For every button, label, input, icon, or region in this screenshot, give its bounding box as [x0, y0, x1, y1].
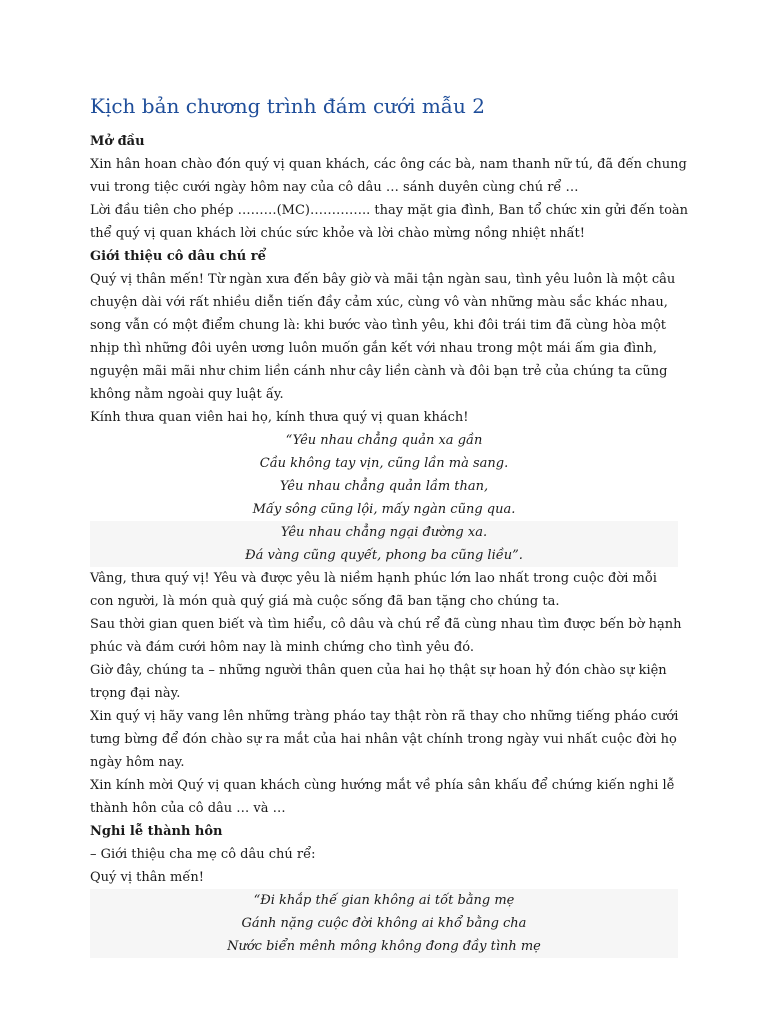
paragraph-line: tưng bừng để đón chào sự ra mắt của hai nhân vật chính trong ngày vui nhất cuộc đời họ — [90, 732, 677, 747]
paragraph-line: Giờ đây, chúng ta – những người thân quen của hai họ thật sự hoan hỷ đón chào sự kiện — [90, 663, 667, 678]
poem-line: Mấy sông cũng lội, mấy ngàn cũng qua. — [252, 502, 516, 517]
poem-line: Yêu nhau chẳng ngại đường xa. — [90, 521, 678, 544]
poem-line: “Yêu nhau chẳng quản xa gần — [285, 433, 483, 448]
document-title: Kịch bản chương trình đám cưới mẫu 2 — [90, 94, 486, 118]
paragraph-line: Xin hân hoan chào đón quý vị quan khách, các ông các bà, nam thanh nữ tú, đã đến chung — [90, 157, 687, 172]
paragraph-line: nhịp thì những đôi uyên ương luôn muốn gắn kết với nhau trong một mái ấm gia đình, — [90, 341, 657, 356]
paragraph-line: Lời đầu tiên cho phép ………(MC)………….. thay mặt gia đình, Ban tổ chức xin gửi đến toàn — [90, 203, 689, 218]
paragraph-line: Xin quý vị hãy vang lên những tràng pháo tay thật ròn rã thay cho những tiếng pháo cưới — [90, 709, 679, 724]
paragraph-line: – Giới thiệu cha mẹ cô dâu chú rể: — [90, 847, 316, 862]
paragraph-line: thành hôn của cô dâu … và … — [90, 801, 286, 816]
section-heading: Giới thiệu cô dâu chú rể — [90, 249, 266, 264]
paragraph-line: chuyện dài với rất nhiều diễn tiến đầy cảm xúc, cùng vô vàn những màu sắc khác nhau, — [90, 295, 668, 310]
section-gioi-thieu — [90, 245, 682, 820]
poem-block — [90, 429, 678, 567]
paragraph-line: Kính thưa quan viên hai họ, kính thưa quý vị quan khách! — [90, 410, 469, 425]
poem-line: Yêu nhau chẳng quản lầm than, — [279, 479, 489, 494]
poem-line: “Đi khắp thế gian không ai tốt bằng mẹ — [253, 893, 515, 908]
paragraph-line: con người, là món quà quý giá mà cuộc sống đã ban tặng cho chúng ta. — [90, 594, 560, 609]
paragraph-line: trọng đại này. — [90, 686, 181, 701]
poem-line: Cầu không tay vịn, cũng lần mà sang. — [259, 456, 509, 471]
paragraph-line: không nằm ngoài quy luật ấy. — [90, 387, 284, 402]
section-mo-dau — [90, 130, 689, 245]
paragraph-line: Xin kính mời Quý vị quan khách cùng hướng mắt về phía sân khấu để chứng kiến nghi lễ — [90, 778, 675, 793]
paragraph-line: Quý vị thân mến! — [90, 870, 204, 885]
poem-line: Gánh nặng cuộc đời không ai khổ bằng cha — [241, 916, 527, 931]
poem-line: Đá vàng cũng quyết, phong ba cũng liều”. — [90, 544, 678, 567]
paragraph-line: ngày hôm nay. — [90, 755, 185, 770]
paragraph-line: vui trong tiệc cưới ngày hôm nay của cô dâu … sánh duyên cùng chú rể … — [90, 180, 579, 195]
section-heading: Mở đầu — [90, 134, 145, 149]
paragraph-line: phúc và đám cưới hôm nay là minh chứng cho tình yêu đó. — [90, 640, 474, 655]
paragraph-line: Sau thời gian quen biết và tìm hiểu, cô dâu và chú rể đã cùng nhau tìm được bến bờ hạnh — [90, 617, 682, 632]
paragraph-line: Vâng, thưa quý vị! Yêu và được yêu là niềm hạnh phúc lớn lao nhất trong cuộc đời mỗi — [90, 571, 657, 586]
paragraph-line: nguyện mãi mãi như chim liền cánh như cây liền cành và đôi bạn trẻ của chúng ta cũng — [90, 364, 668, 379]
paragraph-line: song vẫn có một điểm chung là: khi bước vào tình yêu, khi đôi trái tim đã cùng hòa một — [90, 318, 667, 333]
poem-line: Nước biển mênh mông không đong đầy tình mẹ — [227, 939, 541, 954]
section-nghi-le — [90, 820, 678, 958]
section-heading: Nghi lễ thành hôn — [90, 824, 223, 839]
document-page — [90, 92, 689, 958]
poem-block — [90, 889, 678, 958]
paragraph-line: thể quý vị quan khách lời chúc sức khỏe và lời chào mừng nồng nhiệt nhất! — [90, 226, 585, 241]
paragraph-line: Quý vị thân mến! Từ ngàn xưa đến bây giờ và mãi tận ngàn sau, tình yêu luôn là một câu — [90, 272, 676, 287]
